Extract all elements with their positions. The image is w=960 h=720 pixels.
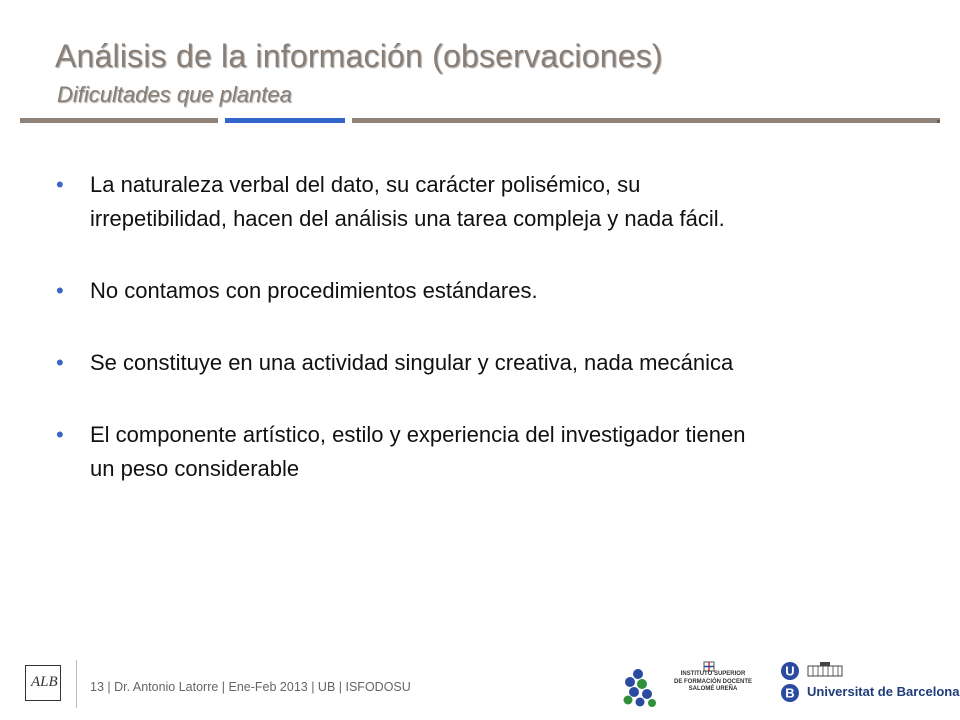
bullet-list xyxy=(56,168,896,486)
bullet-item xyxy=(56,274,896,308)
ub-u-icon xyxy=(781,662,799,680)
title-rule-left xyxy=(20,118,218,123)
bullet-item xyxy=(56,346,896,380)
footer-divider xyxy=(76,660,77,708)
ub-name: Universitat de Barcelona xyxy=(807,684,960,699)
bullet-text: un peso considerable xyxy=(90,456,300,481)
slide-subtitle: Dificultades que plantea xyxy=(57,82,292,107)
bullet-icon: • xyxy=(56,172,64,197)
title-rule-accent xyxy=(225,118,345,123)
ub-building-icon xyxy=(808,662,842,676)
bullet-text: No contamos con procedimientos estándares. xyxy=(90,278,538,303)
bullet-icon: • xyxy=(56,422,64,447)
bullet-text: La naturaleza verbal del dato, su carácter polisémico, su xyxy=(90,172,641,197)
bullet-icon: • xyxy=(56,278,64,303)
svg-text:B: B xyxy=(785,685,795,701)
ub-logo xyxy=(780,660,930,706)
isfodosu-label: INSTITUTO SUPERIOR DE FORMACIÓN DOCENTE SALOMÉ UREÑA xyxy=(674,671,752,692)
slide-title: Análisis de la información (observaciones) xyxy=(55,38,663,74)
isfodosu-emblem-icon xyxy=(624,669,657,707)
title-rule-right xyxy=(352,118,940,123)
bullet-item xyxy=(56,168,896,236)
title-rule-end xyxy=(937,120,940,123)
isfodosu-seal-icon xyxy=(704,662,714,671)
bullet-item xyxy=(56,418,896,486)
bullet-text: irrepetibilidad, hacen del análisis una tarea compleja y nada fácil. xyxy=(90,206,725,231)
bullet-text: El componente artístico, estilo y experiencia del investigador tienen xyxy=(90,422,746,447)
bullet-icon: • xyxy=(56,350,64,375)
svg-text:U: U xyxy=(785,663,795,679)
footer-text: 13 | Dr. Antonio Latorre | Ene-Feb 2013 | UB | ISFODOSU xyxy=(90,680,411,694)
ub-b-icon xyxy=(781,684,799,702)
bullet-text: Se constituye en una actividad singular y creativa, nada mecánica xyxy=(90,350,734,375)
alb-logo: ALB xyxy=(25,665,61,701)
